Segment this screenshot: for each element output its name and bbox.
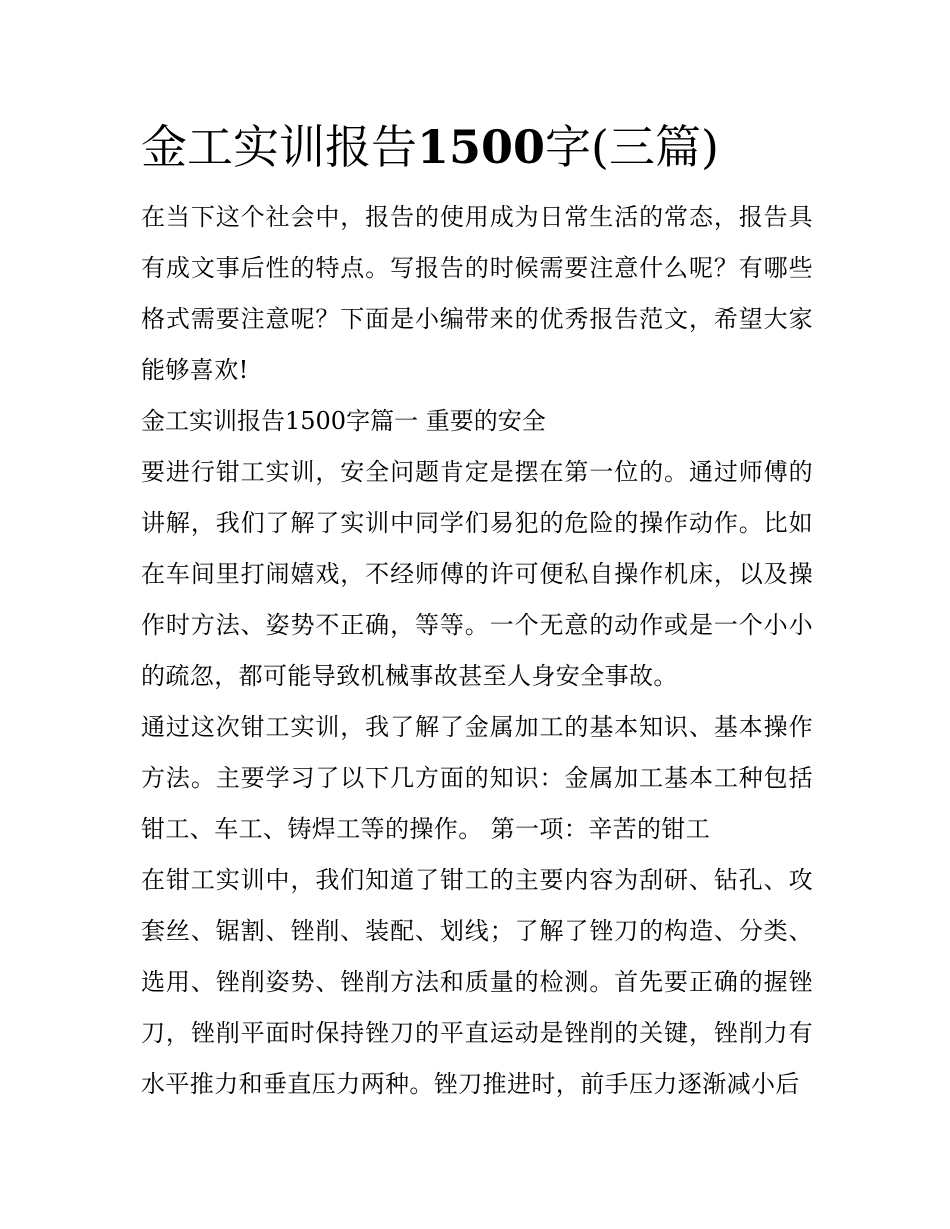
document-title — [141, 112, 813, 182]
document-page — [141, 112, 813, 1110]
title-number: 1500 — [417, 120, 546, 174]
section-heading: 金工实训报告1500字篇一 重要的安全 — [141, 407, 546, 435]
fitter-paragraph: 在钳工实训中，我们知道了钳工的主要内容为刮研、钻孔、攻套丝、锯割、锉削、装配、划线；了解了锉刀的构造、分类、选用、锉削姿势、锉削方法和质量的检测。首先要正确的握锉刀，锉削平面时保持锉刀的平直运动是锉削的关键，锉削力有水平推力和垂直压力两种。锉刀推进时，前手压力逐渐减小后 — [141, 866, 813, 1098]
title-prefix: 金工实训报告 — [141, 120, 417, 174]
knowledge-paragraph: 通过这次钳工实训，我了解了金属加工的基本知识、基本操作方法。主要学习了以下几方面的知识：金属加工基本工种包括钳工、车工、铸焊工等的操作。 第一项：辛苦的钳工 — [141, 713, 813, 843]
title-suffix: 字(三篇) — [545, 120, 719, 174]
intro-paragraph: 在当下这个社会中，报告的使用成为日常生活的常态，报告具有成文事后性的特点。写报告的时候需要注意什么呢？有哪些格式需要注意呢？下面是小编带来的优秀报告范文，希望大家能够喜欢! — [141, 203, 813, 384]
safety-paragraph: 要进行钳工实训，安全问题肯定是摆在第一位的。通过师傅的讲解，我们了解了实训中同学们易犯的危险的操作动作。比如在车间里打闹嬉戏，不经师傅的许可便私自操作机床，以及操作时方法、姿势不正确，等等。一个无意的动作或是一个小小的疏忽，都可能导致机械事故甚至人身安全事故。 — [141, 458, 813, 690]
